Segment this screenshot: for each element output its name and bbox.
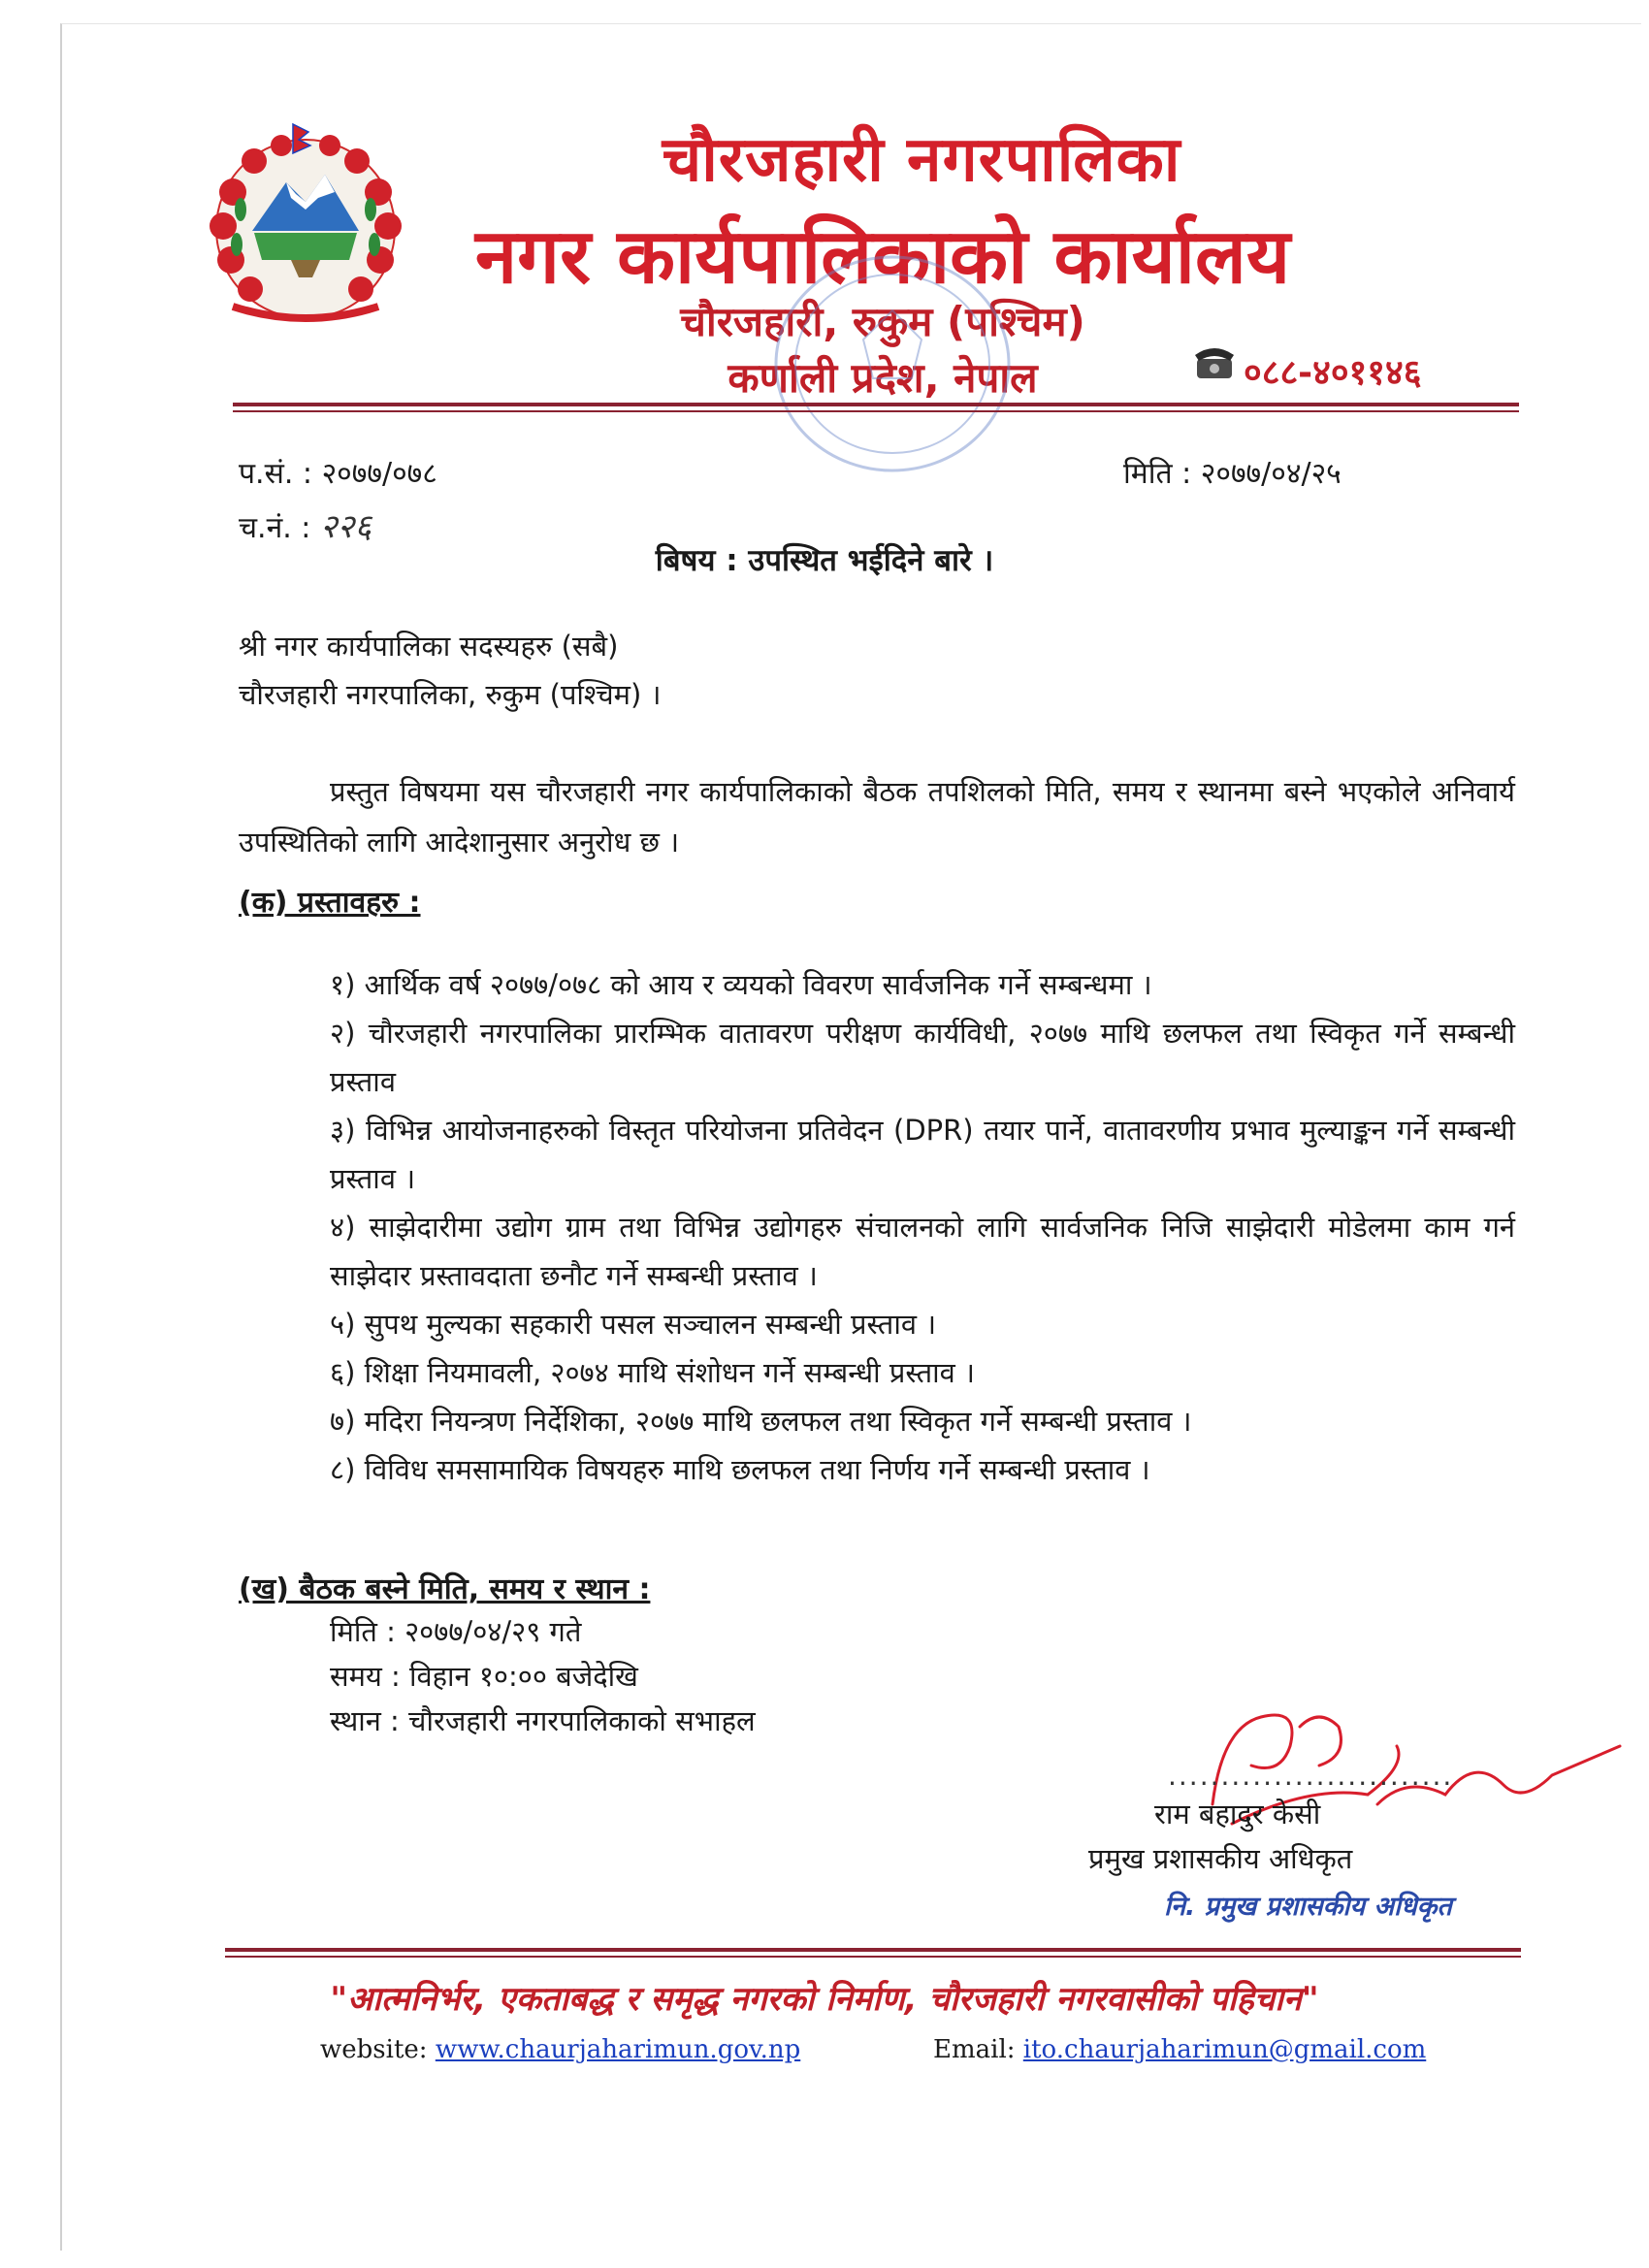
reference-number: प.सं. : २०७७/०७८: [239, 457, 437, 491]
proposals-heading: (क) प्रस्तावहरु :: [239, 886, 421, 920]
meeting-date: मिति : २०७७/०४/२९ गते: [330, 1615, 582, 1648]
address-line-2: कर्णाली प्रदेश, नेपाल: [728, 354, 1038, 402]
recipient-line-1: श्री नगर कार्यपालिका सदस्यहरु (सबै): [239, 630, 619, 663]
subject-line: बिषय : उपस्थित भईदिने बारे ।: [655, 543, 994, 578]
list-item: १) आर्थिक वर्ष २०७७/०७८ को आय र व्ययको विवरण सार्वजनिक गर्ने सम्बन्धमा ।: [330, 968, 1152, 1001]
footer-motto: "आत्मनिर्भर, एकताबद्ध र समृद्ध नगरको निर्माण, चौरजहारी नगरवासीको पहिचान": [330, 1980, 1319, 2019]
signatory-name: राम बहादुर केसी: [1154, 1798, 1321, 1831]
letter-date: मिति : २०७७/०४/२५: [1123, 457, 1342, 491]
proposals-list: [330, 960, 1515, 1494]
footer-rule: [225, 1948, 1521, 1952]
phone-number: ०८८-४०११४६: [1244, 353, 1422, 393]
list-item: ५) सुपथ मुल्यका सहकारी पसल सञ्चालन सम्बन्धी प्रस्ताव ।: [330, 1308, 937, 1341]
meeting-time: समय : विहान १०:०० बजेदेखि: [330, 1660, 638, 1693]
list-item: ४) साझेदारीमा उद्योग ग्राम तथा विभिन्न उद्योगहरु संचालनको लागि सार्वजनिक निजि साझेदारी मोडेलमा काम गर्न साझेदार प्रस्तावदाता छनौट गर्ने सम्बन्धी प्रस्ताव ।: [330, 1211, 1515, 1292]
municipality-name: चौरजहारी नगरपालिका: [662, 124, 1181, 196]
nepal-emblem-icon: [194, 114, 417, 338]
email-label: Email:: [933, 2035, 1016, 2064]
list-item: ३) विभिन्न आयोजनाहरुको विस्तृत परियोजना प्रतिवेदन (DPR) तयार पार्ने, वातावरणीय प्रभाव मुल्याङ्कन गर्ने सम्बन्धी प्रस्ताव ।: [330, 1114, 1515, 1195]
footer-email: [933, 2035, 1426, 2064]
dispatch-label: च.नं. :: [239, 511, 311, 545]
signature-line: ...........................: [1168, 1760, 1454, 1792]
intro-paragraph: प्रस्तुत विषयमा यस चौरजहारी नगर कार्यपालिकाको बैठक तपशिलको मिति, समय र स्थानमा बस्ने भएकोले अनिवार्य उपस्थितिको लागि आदेशानुसार अनुरोध छ ।: [239, 775, 1515, 859]
dispatch-number-handwritten: २२६: [319, 507, 372, 546]
address-line-1: चौरजहारी, रुकुम (पश्चिम): [680, 298, 1085, 345]
list-item: ६) शिक्षा नियमावली, २०७४ माथि संशोधन गर्ने सम्बन्धी प्रस्ताव ।: [330, 1356, 975, 1389]
meeting-place: स्थान : चौरजहारी नगरपालिकाको सभाहल: [330, 1704, 756, 1737]
list-item: ८) विविध समसामायिक विषयहरु माथि छलफल तथा निर्णय गर्ने सम्बन्धी प्रस्ताव ।: [330, 1453, 1150, 1486]
email-link[interactable]: ito.chaurjaharimun@gmail.com: [1022, 2035, 1427, 2064]
office-name: नगर कार्यपालिकाको कार्यालय: [474, 213, 1291, 301]
website-link[interactable]: www.chaurjaharimun.gov.np: [435, 2035, 801, 2064]
website-label: website:: [320, 2035, 428, 2064]
header-rule-thin: [233, 410, 1519, 412]
list-item: ७) मदिरा नियन्त्रण निर्देशिका, २०७७ माथि छलफल तथा स्विकृत गर्ने सम्बन्धी प्रस्ताव ।: [330, 1405, 1192, 1438]
meeting-heading: (ख) बैठक बस्ने मिति, समय र स्थान :: [239, 1572, 651, 1606]
signatory-title: प्रमुख प्रशासकीय अधिकृत: [1088, 1842, 1353, 1875]
signatory-seal: नि. प्रमुख प्रशासकीय अधिकृत: [1164, 1892, 1452, 1922]
office-stamp-icon: [747, 243, 1038, 485]
footer-website: [320, 2035, 800, 2064]
telephone-icon: [1191, 338, 1238, 384]
footer-rule-thin: [225, 1956, 1521, 1958]
recipient-line-2: चौरजहारी नगरपालिका, रुकुम (पश्चिम) ।: [239, 678, 662, 711]
list-item: २) चौरजहारी नगरपालिका प्रारम्भिक वातावरण परीक्षण कार्यविधी, २०७७ माथि छलफल तथा स्विकृत गर्ने सम्बन्धी प्रस्ताव: [330, 1017, 1515, 1098]
header-rule: [233, 403, 1519, 406]
